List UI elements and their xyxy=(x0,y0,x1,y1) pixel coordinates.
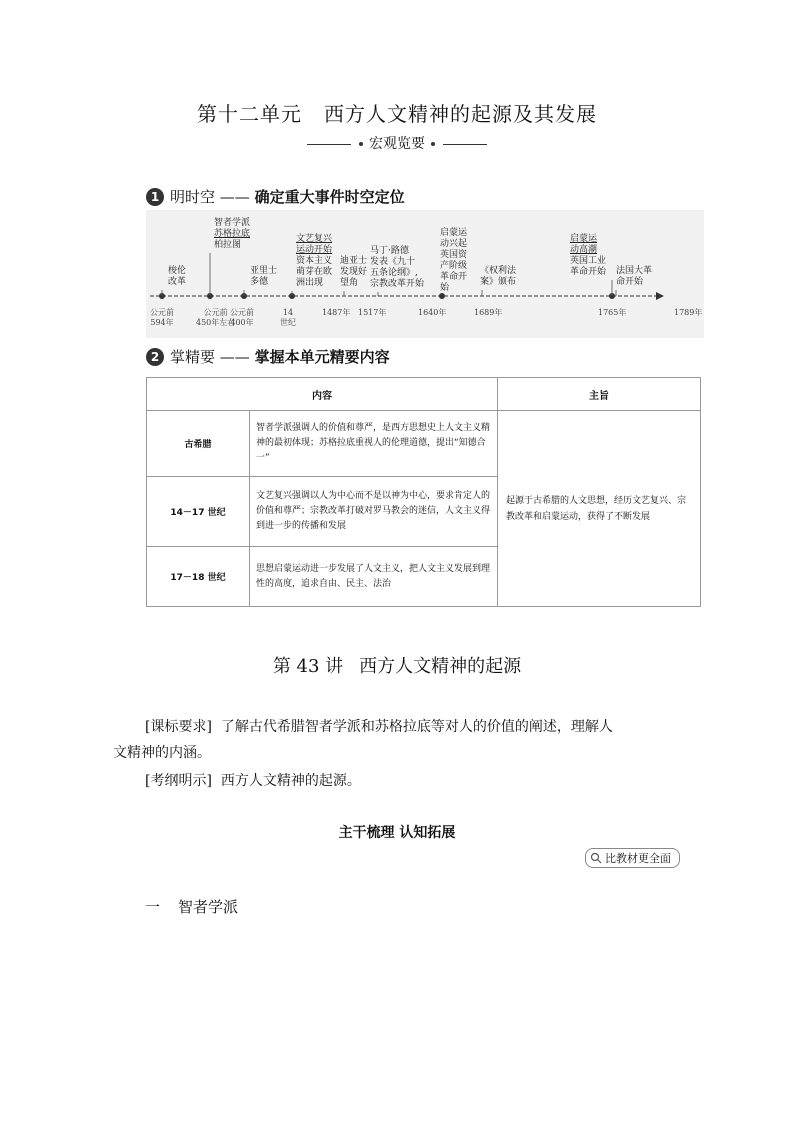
section-heading-essentials: 2 掌精要 —— 掌握本单元精要内容 xyxy=(146,346,390,367)
header-theme: 主旨 xyxy=(498,378,701,411)
timeline-tick-label: 公元前 450年左右 xyxy=(196,308,236,327)
period-cell: 古希腊 xyxy=(147,411,250,477)
header-content: 内容 xyxy=(147,378,498,411)
theme-cell: 起源于古希腊的人文思想，经历文艺复兴、宗教改革和启蒙运动，获得了不断发展 xyxy=(498,411,701,607)
timeline-event: 迪亚士 发现好 望角 xyxy=(340,256,368,288)
section-heading-timeline: 1 明时空 —— 确定重大事件时空定位 xyxy=(146,186,405,207)
content-cell: 文艺复兴强调以人为中心而不是以神为中心，要求肯定人的价值和尊严；宗教改革打破对罗马教会的迷信，人文主义得到进一步的传播和发展 xyxy=(250,477,498,547)
arrow-icon xyxy=(656,292,664,300)
section-one-heading: 一 智者学派 xyxy=(145,898,239,916)
unit-name: 西方人文精神的起源及其发展 xyxy=(324,102,597,126)
timeline-tick-label: 1765年 xyxy=(598,308,627,317)
timeline-tick-label: 1689年 xyxy=(474,308,503,317)
timeline-event: 智者学派 苏格拉底 柏拉图 xyxy=(214,218,251,250)
content-cell: 思想启蒙运动进一步发展了人文主义，把人文主义发展到理性的高度，追求自由、民主、法治 xyxy=(250,547,498,607)
curriculum-requirement-cont: 文精神的内涵。 xyxy=(113,745,211,761)
summary-table xyxy=(146,377,701,607)
timeline-event: 法国大革 命开始 xyxy=(616,266,653,287)
main-heading: 主干梳理 认知拓展 xyxy=(338,825,456,841)
timeline-event: 亚里士 多德 xyxy=(250,266,278,287)
unit-title xyxy=(0,98,794,127)
timeline-tick-label: 1789年 xyxy=(674,308,703,317)
timeline-event: 文艺复兴 运动开始 资本主义 萌芽在欧 洲出现 xyxy=(296,234,333,288)
unit-number: 第十二单元 xyxy=(197,102,302,126)
timeline-event: 启蒙运 动兴起 英国资 产阶级 革命开 始 xyxy=(440,228,468,293)
period-cell: 14－17 世纪 xyxy=(147,477,250,547)
timeline-event: 马丁·路德 发表《九十 五条论纲》, 宗教改革开始 xyxy=(370,246,425,289)
period-cell: 17－18 世纪 xyxy=(147,547,250,607)
curriculum-requirement: [课标要求] 了解古代希腊智者学派和苏格拉底等对人的价值的阐述，理解人 xyxy=(145,719,613,735)
search-icon xyxy=(590,852,602,864)
overview-label: 宏观览要 xyxy=(369,136,425,152)
timeline-tick-label: 公元前 594年 xyxy=(150,308,174,327)
timeline-tick-label: 1517年 xyxy=(358,308,387,317)
timeline-event: 梭伦 改革 xyxy=(168,266,187,287)
summary-table-wrap xyxy=(146,377,701,607)
timeline-event: 《权利法 案》颁布 xyxy=(480,266,517,287)
timeline-event: 启蒙运 动高潮 英国工业 革命开始 xyxy=(570,234,607,277)
content-cell: 智者学派强调人的价值和尊严，是西方思想史上人文主义精神的最初体现；苏格拉底重视人的伦理道德，提出“知德合一” xyxy=(250,411,498,477)
timeline-tick-label: 14 世纪 xyxy=(280,308,296,327)
tag-label: [课标要求] xyxy=(145,719,212,735)
tag-label: [考纲明示] xyxy=(145,773,212,789)
number-badge: 2 xyxy=(146,348,164,366)
timeline-tick-label: 公元前 400年 xyxy=(230,308,254,327)
number-badge: 1 xyxy=(146,188,164,206)
lesson-title: 第 43 讲 西方人文精神的起源 xyxy=(272,656,522,677)
timeline xyxy=(146,210,704,338)
timeline-tick-label: 1640年 xyxy=(418,308,447,317)
more-complete-badge: 比教材更全面 xyxy=(585,848,680,868)
exam-outline: [考纲明示] 西方人文精神的起源。 xyxy=(145,773,361,789)
overview-divider xyxy=(0,133,794,153)
timeline-tick-label: 1487年 xyxy=(322,308,351,317)
